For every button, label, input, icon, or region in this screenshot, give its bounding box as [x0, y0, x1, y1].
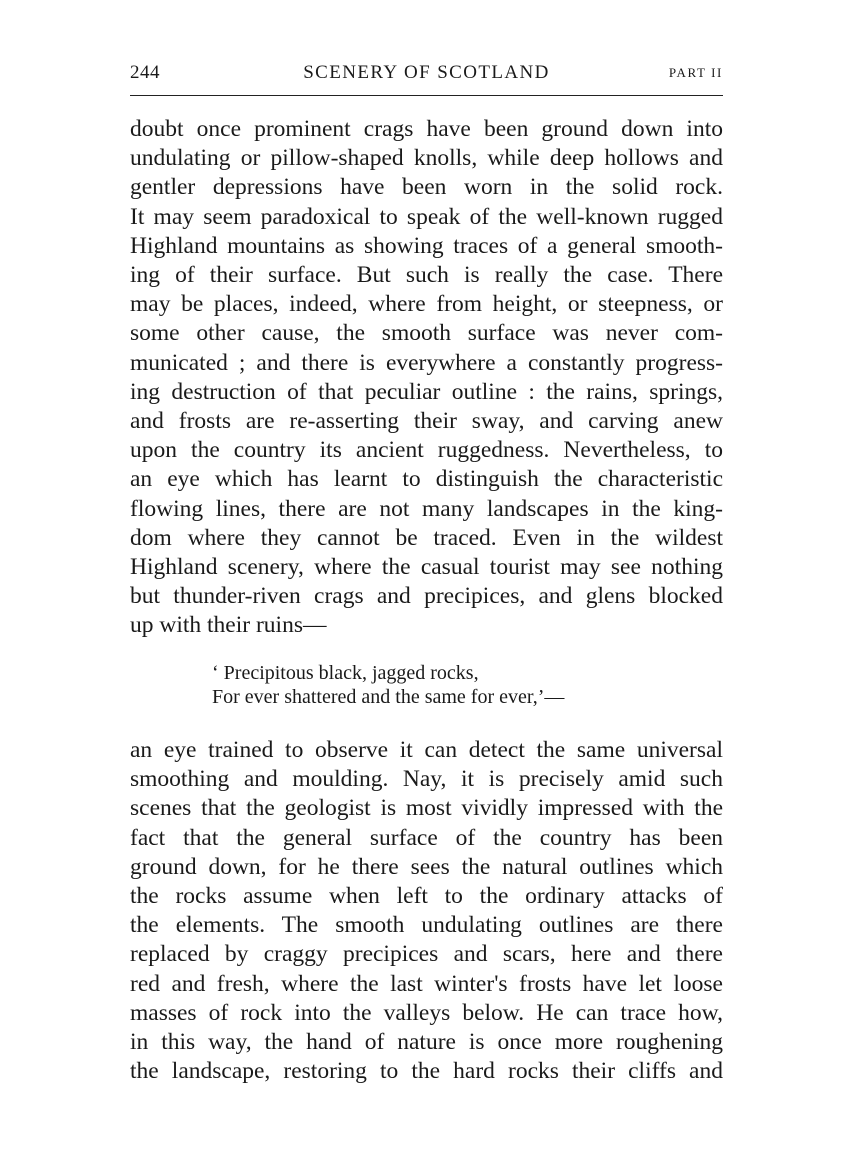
text-line: and frosts are re-asserting their sway, and carving anew: [130, 408, 723, 435]
part-label: PART II: [668, 65, 723, 80]
text-line: masses of rock into the valleys below. He can trace how,: [130, 999, 723, 1026]
text-line: may be places, indeed, where from height, or steepness, or: [130, 291, 723, 318]
text-line: smoothing and moulding. Nay, it is precisely amid such: [130, 766, 723, 793]
verse-quotation: [212, 661, 672, 709]
text-line: municated ; and there is everywhere a constantly progress-: [130, 349, 723, 376]
text-line: the rocks assume when left to the ordinary attacks of: [130, 883, 723, 910]
running-head: [130, 62, 723, 90]
text-line: an eye trained to observe it can detect the same universal: [130, 737, 723, 763]
quotation-line: For ever shattered and the same for ever,’—: [212, 686, 565, 708]
paragraph-one: [130, 115, 723, 641]
text-line: the landscape, restoring to the hard rocks their cliffs and: [130, 1058, 723, 1085]
text-line: Highland scenery, where the casual tourist may see nothing: [130, 554, 723, 581]
text-line: an eye which has learnt to distinguish the characteristic: [130, 466, 723, 493]
paragraph-two: [130, 736, 723, 1086]
running-title: SCENERY OF SCOTLAND: [303, 62, 550, 83]
text-line: gentler depressions have been worn in the solid rock.: [130, 174, 723, 201]
text-line: some other cause, the smooth surface was never com-: [130, 320, 723, 347]
text-line: upon the country its ancient ruggedness. Nevertheless, to: [130, 437, 723, 464]
quotation-line: ‘ Precipitous black, jagged rocks,: [212, 662, 479, 684]
text-line: ground down, for he there sees the natural outlines which: [130, 853, 723, 880]
text-line: dom where they cannot be traced. Even in the wildest: [130, 524, 723, 551]
text-line: in this way, the hand of nature is once more roughening: [130, 1029, 723, 1056]
text-line: doubt once prominent crags have been ground down into: [130, 116, 723, 142]
text-line: the elements. The smooth undulating outlines are there: [130, 912, 723, 939]
text-line: fact that the general surface of the country has been: [130, 824, 723, 851]
header-rule: [130, 95, 723, 96]
text-line: scenes that the geologist is most vividly impressed with the: [130, 795, 723, 822]
text-line: undulating or pillow-shaped knolls, while deep hollows and: [130, 145, 723, 172]
text-line: ing destruction of that peculiar outline : the rains, springs,: [130, 378, 723, 405]
text-line: but thunder-riven crags and precipices, and glens blocked: [130, 583, 723, 610]
text-line: replaced by craggy precipices and scars, here and there: [130, 941, 723, 968]
text-line: flowing lines, there are not many landscapes in the king-: [130, 495, 723, 522]
text-line: Highland mountains as showing traces of a general smooth-: [130, 232, 723, 259]
page-number: 244: [130, 62, 160, 83]
text-line: up with their ruins—: [130, 612, 327, 639]
text-line: red and fresh, where the last winter's frosts have let loose: [130, 970, 723, 997]
text-line: It may seem paradoxical to speak of the well-known rugged: [130, 203, 723, 230]
text-line: ing of their surface. But such is really the case. There: [130, 262, 723, 289]
